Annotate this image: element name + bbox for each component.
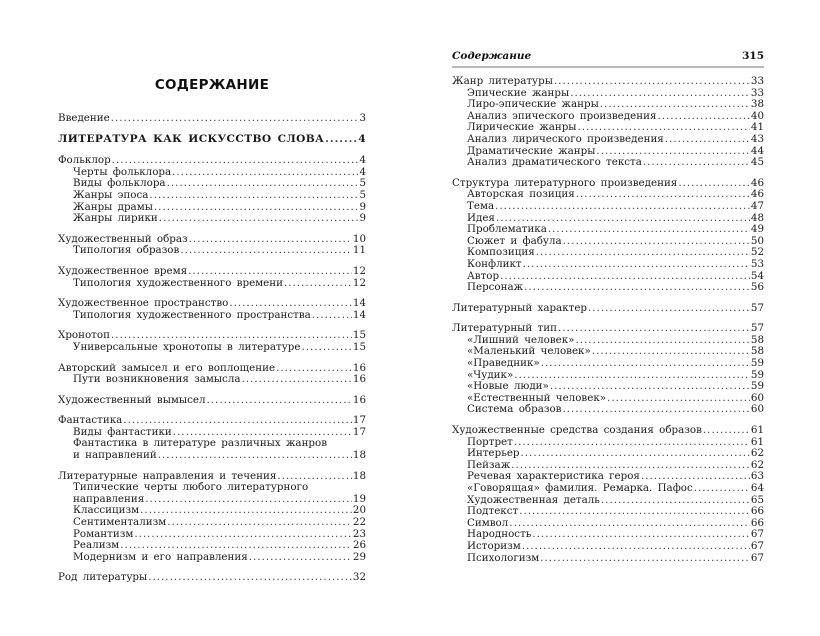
toc-entry[interactable] [452,404,764,416]
toc-entry-page: 59 [750,380,764,393]
toc-entry-label: Авторская позиция [467,188,575,201]
dot-leader [554,76,750,88]
toc-entry-label: и направлений [73,449,157,462]
toc-entry[interactable] [452,201,764,213]
toc-entry-page: 49 [750,223,764,236]
toc-entry[interactable] [452,189,764,201]
toc-entry-label: Историзм [467,539,521,552]
toc-entry-label: ЛИТЕРАТУРА КАК ИСКУССТВО СЛОВА [58,132,325,145]
dot-leader [558,323,750,335]
toc-entry-page: 32 [352,571,366,584]
toc-entry-label: Жанр литературы [452,75,553,87]
toc-entry-page: 15 [352,340,366,353]
toc-entry-label: Виды фольклора [73,177,166,190]
toc-entry-page: 60 [750,391,764,404]
dot-leader [134,529,352,541]
toc-entry-line: Типические черты любого литературного [73,481,309,494]
toc-entry-page: 33 [750,86,764,99]
toc-entry-label: Типология художественного пространства [73,308,311,321]
toc-entry-label: Система образов [467,403,562,416]
toc-entry-line: Фантастика в литературе различных жанров [73,437,328,450]
toc-entry-page: 64 [750,482,764,494]
toc-entry-page: 58 [750,345,764,358]
toc-entry[interactable] [58,374,366,386]
toc-entry-page: 59 [750,357,764,370]
dot-leader [592,346,750,358]
toc-entry-page: 45 [750,156,764,169]
toc-group [452,76,764,169]
toc-entry-label: Пейзаж [467,458,511,471]
toc-entry-page: 52 [750,246,764,259]
toc-entry-page: 59 [750,368,764,381]
toc-entry[interactable] [58,517,366,529]
toc-entry[interactable] [58,395,366,407]
toc-entry-label: Художественный образ [58,232,188,245]
dot-leader [242,374,352,386]
toc-entry-page: 66 [750,505,764,518]
toc-entry[interactable] [452,425,764,437]
toc-group [58,113,366,125]
toc-entry-label: Сюжет и фабула [467,234,562,247]
toc-entry-page: 19 [352,492,366,505]
toc-group [58,395,366,407]
toc-entry-page: 4 [359,154,366,167]
toc-entries-left [58,113,366,593]
toc-entry-page: 61 [750,435,764,448]
toc-entry-label: Символ [467,516,509,529]
toc-entry-label: Хронотоп [58,329,110,342]
toc-entry-page: 57 [750,322,764,335]
toc-entry[interactable] [452,134,764,146]
dot-leader [519,506,750,518]
dot-leader [284,278,352,290]
toc-entry-page: 15 [352,329,366,342]
toc-entry-label: Универсальные хронотопы в литературе [73,340,301,353]
toc-entry-label: Народность [467,528,532,541]
toc-group [58,330,366,353]
toc-entry-label: Речевая характеристика героя [467,470,640,483]
dot-leader [154,202,359,214]
toc-entry[interactable] [58,310,366,322]
toc-group [58,234,366,257]
header-rule [452,66,764,68]
dot-leader [167,517,352,529]
toc-entry-label: Художественное время [58,264,188,277]
toc-entry-page: 53 [750,257,764,270]
toc-entry-label: Проблематика [467,223,547,236]
toc-entry-label: Лиро-эпические жанры [467,98,599,111]
toc-entry-label: Романтизм [73,527,134,540]
dot-leader [149,190,358,202]
toc-entry-label: Драматические жанры [467,144,596,157]
toc-entry-page: 9 [359,212,366,225]
toc-entry-label: Художественное пространство [58,297,229,310]
dot-leader [514,370,750,382]
dot-leader [159,213,359,225]
toc-entry[interactable] [452,541,764,553]
dot-leader [523,259,750,271]
toc-entry[interactable] [58,278,366,290]
dot-leader [536,247,750,259]
toc-group [58,572,366,584]
toc-entry-page: 18 [352,449,366,462]
toc-entry-page: 4 [359,165,366,178]
toc-entry-page: 18 [352,469,366,482]
toc-entry-label: Жанры драмы [73,200,153,213]
dot-leader [509,518,750,530]
toc-entry-page: 47 [750,199,764,212]
toc-entry-page: 61 [750,424,764,437]
dot-leader [325,134,357,146]
toc-entry-page: 63 [750,470,764,483]
toc-entry-label: «Чудик» [467,368,514,381]
toc-entry-label: Тема [467,199,495,212]
toc-entry-page: 43 [750,132,764,145]
toc-entry[interactable] [58,213,366,225]
dot-leader [524,282,750,294]
dot-leader [575,335,749,347]
dot-leader [158,450,352,462]
toc-entry-page: 9 [359,200,366,213]
dot-leader [229,298,352,310]
toc-entry-label: Идея [467,211,495,224]
toc-section-entry[interactable] [58,134,366,146]
toc-entry-label: Типология художественного времени [73,276,283,289]
toc-entry-page: 65 [750,493,764,506]
toc-entry-page: 22 [352,516,366,529]
toc-entry-label: Классицизм [73,504,140,517]
toc-entry-page: 17 [352,425,366,438]
dot-leader [312,310,352,322]
toc-entry-label: Жанры эпоса [73,188,149,201]
running-head [452,50,764,64]
toc-entry-label: Реализм [73,539,120,552]
dot-leader [140,505,352,517]
toc-entry-label: Композиция [467,246,535,259]
toc-entry-label: Жанры лирики [73,212,158,225]
toc-entry-label: «Говорящая» фамилия. Ремарка. Пафос [467,482,693,494]
toc-entry[interactable] [58,450,366,462]
toc-entry[interactable] [452,553,764,565]
dot-leader [588,303,750,315]
toc-entry-label: Введение [58,112,110,124]
toc-entry-label: «Праведник» [467,357,540,370]
toc-entry-label: Эпические жанры [467,86,570,99]
dot-leader [532,529,750,541]
toc-entry-page: 44 [750,144,764,157]
toc-entry-page: 62 [750,458,764,471]
dot-leader [148,572,352,584]
toc-entry-label: Черты фольклора [73,165,172,178]
toc-entry-label: Фольклор [58,154,111,167]
toc-entry-label: Анализ лирического произведения [467,132,664,145]
toc-entry[interactable] [452,76,764,88]
toc-entry-label: Сентиментализм [73,516,167,529]
dot-leader [694,483,750,495]
toc-entry-label: Род литературы [58,571,148,584]
dot-leader [167,178,359,190]
toc-entry-label: Психологизм [467,551,540,564]
toc-group [58,134,366,146]
toc-group [452,303,764,315]
toc-entry[interactable] [58,552,366,564]
dot-leader [249,552,352,564]
dot-leader [563,236,750,248]
toc-entry[interactable] [452,358,764,370]
toc-title: СОДЕРЖАНИЕ [154,77,270,93]
toc-entry-page: 12 [352,276,366,289]
running-head-title: Содержание [452,50,532,62]
dot-leader [207,395,352,407]
dot-leader [540,553,750,565]
toc-group [58,266,366,289]
toc-group [452,178,764,294]
toc-entry-label: Авторский замысел и его воплощение [58,361,276,374]
toc-entry-page: 16 [352,361,366,374]
toc-entry-page: 46 [750,188,764,201]
toc-entry-label: Анализ драматического текста [467,156,642,169]
toc-group [58,471,366,564]
toc-entry-label: Структура литературного произведения [452,176,678,189]
dot-leader [607,393,750,405]
toc-entry-page: 62 [750,447,764,460]
toc-entry-page: 60 [750,403,764,416]
toc-entry[interactable] [452,282,764,294]
dot-leader [576,189,750,201]
dot-leader [678,178,750,190]
toc-entry[interactable] [58,113,366,125]
toc-entry[interactable] [452,303,764,315]
toc-entry[interactable] [58,298,366,310]
toc-entry-page: 46 [750,176,764,189]
dot-leader [500,271,750,283]
toc-entry-label: Пути возникновения замысла [73,373,241,386]
dot-leader [601,495,750,507]
dot-leader [172,167,358,179]
dot-leader [188,266,352,278]
toc-entry-label: Анализ эпического произведения [467,109,657,122]
toc-entry-label: Портрет [467,435,513,448]
toc-entry-label: «Естественный человек» [467,391,607,404]
toc-group [58,155,366,225]
toc-entry-label: Литературный тип [452,322,557,335]
toc-entry-page: 67 [750,539,764,552]
dot-leader [521,448,750,460]
toc-entry-label: Модернизм и его направления [73,550,248,563]
toc-entry-page: 41 [750,121,764,134]
dot-leader [665,134,750,146]
toc-entry-page: 40 [750,109,764,122]
toc-entry[interactable] [58,245,366,257]
toc-entry-page: 16 [352,393,366,406]
toc-entry-label: «Лишний человек» [467,333,575,346]
page-number: 315 [742,50,764,62]
toc-group [452,323,764,416]
toc-entry-label: Художественная деталь [467,493,600,506]
dot-leader [514,437,750,449]
toc-group [58,415,366,461]
toc-group [452,425,764,564]
toc-entry-page: 12 [352,264,366,277]
toc-entry-label: Подтекст [467,505,519,518]
dot-leader [111,113,359,125]
toc-entry-page: 5 [359,177,366,190]
toc-entry-label: Автор [467,269,500,282]
toc-entry-page: 54 [750,269,764,282]
toc-entry-page: 29 [352,550,366,563]
toc-entry-label: Конфликт [467,257,522,270]
dot-leader [276,363,352,375]
toc-entry-page: 3 [359,112,366,124]
toc-entry[interactable] [58,266,366,278]
toc-entry-page: 58 [750,333,764,346]
toc-entry-label: «Маленький человек» [467,345,591,358]
toc-entry[interactable] [58,572,366,584]
toc-entry[interactable] [58,342,366,354]
toc-entry-label: направления [73,492,145,505]
dot-leader [703,425,750,437]
toc-entry-page: 17 [352,414,366,427]
toc-entry-page: 26 [352,539,366,552]
toc-entry-label: Литературные направления и течения [58,469,277,482]
toc-entry[interactable] [58,190,366,202]
toc-entry-label: Интерьер [467,447,520,460]
toc-entry[interactable] [452,224,764,236]
toc-entry-label: Художественные средства создания образов [452,424,702,437]
toc-entry[interactable] [452,259,764,271]
toc-entry-label: Персонаж [467,281,524,294]
dot-leader [522,541,750,553]
toc-entry-label: Художественный вымысел [58,393,206,406]
toc-entry-label: Литературный характер [452,301,588,314]
toc-entry-page: 10 [352,232,366,245]
toc-entry-page: 67 [750,528,764,541]
dot-leader [180,245,352,257]
dot-leader [301,342,351,354]
toc-entry-page: 33 [750,75,764,87]
toc-entry-page: 48 [750,211,764,224]
dot-leader [657,111,749,123]
toc-entry-label: Фантастика [58,414,123,427]
toc-entry-page: 23 [352,527,366,540]
toc-entries-right [452,76,764,573]
toc-entry-page: 66 [750,516,764,529]
toc-entry-label: «Новые люди» [467,380,549,393]
toc-entry-page: 14 [352,297,366,310]
toc-entry-label: Лирические жанры [467,121,577,134]
toc-entry-page: 4 [358,132,366,145]
toc-entry-label: Типология образов [73,244,180,257]
toc-entry-page: 20 [352,504,366,517]
toc-entry-page: 38 [750,98,764,111]
toc-entry-page: 5 [359,188,366,201]
toc-group [58,298,366,321]
toc-entry-page: 50 [750,234,764,247]
dot-leader [562,404,749,416]
dot-leader [189,234,352,246]
toc-entry-page: 14 [352,308,366,321]
toc-entry-label: Виды фантастики [73,425,172,438]
dot-leader [643,157,750,169]
dot-leader [548,224,750,236]
toc-entry[interactable] [452,483,764,495]
toc-entry-page: 57 [750,301,764,314]
toc-group [58,363,366,386]
toc-entry-page: 67 [750,551,764,564]
toc-entry-page: 16 [352,373,366,386]
toc-entry-page: 11 [352,244,366,257]
dot-leader [145,494,352,506]
dot-leader [541,358,750,370]
dot-leader [495,201,750,213]
toc-entry[interactable] [452,157,764,169]
toc-entry-page: 56 [750,281,764,294]
